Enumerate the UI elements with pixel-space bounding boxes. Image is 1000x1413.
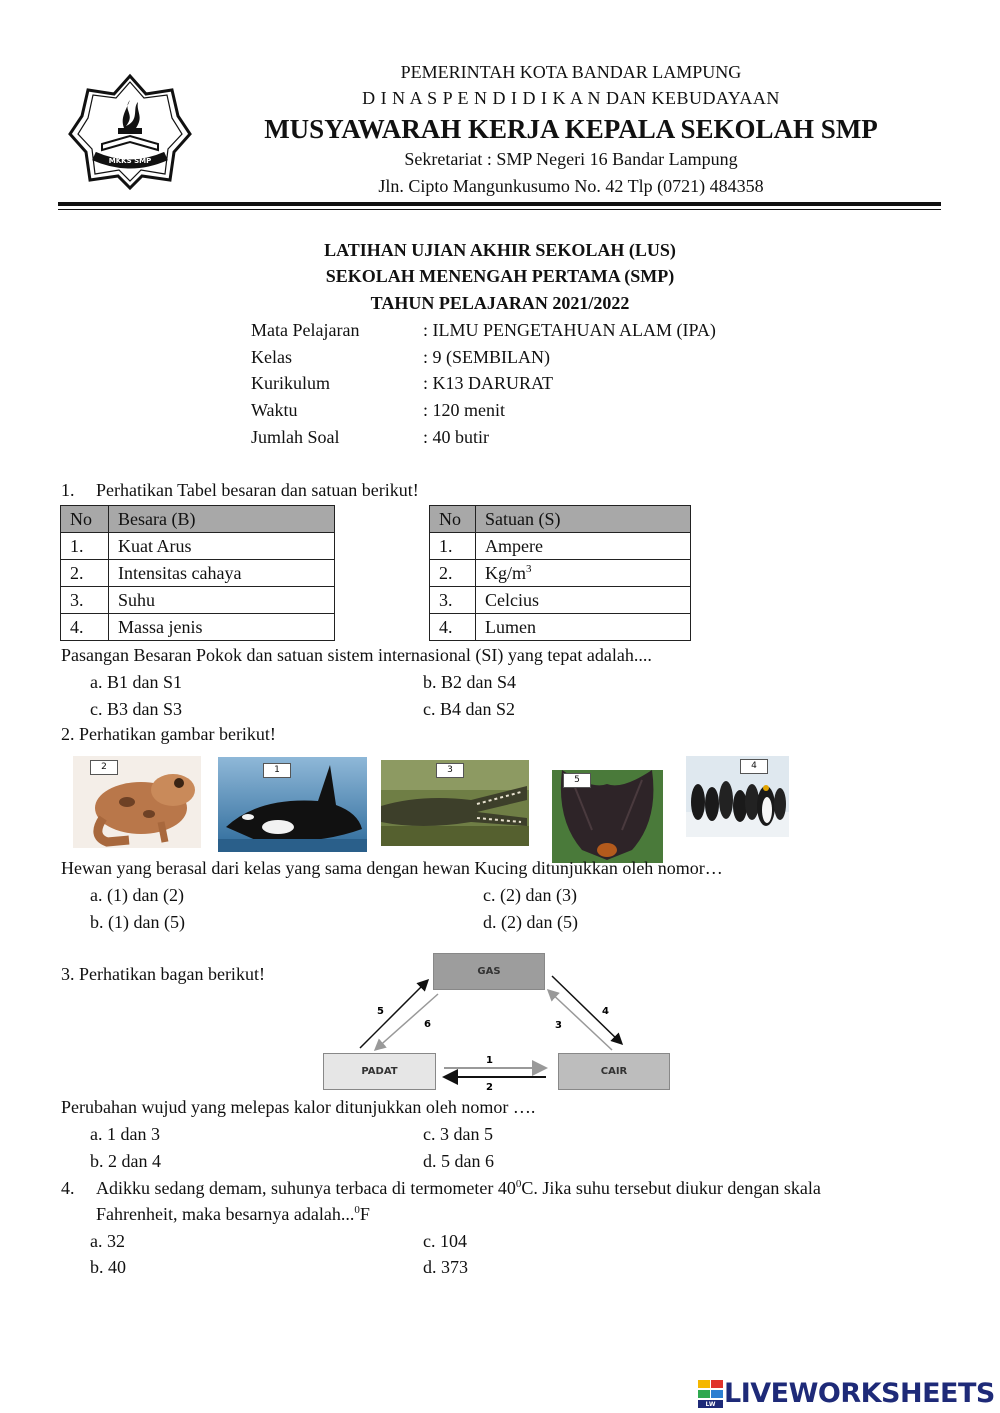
arrow-label: 3: [555, 1020, 562, 1031]
answer-option[interactable]: d. 5 dan 6: [423, 1151, 494, 1171]
meta-value: : K13 DARURAT: [423, 373, 554, 393]
crocodile-image: [381, 760, 529, 846]
meta-value: : 40 butir: [423, 427, 489, 447]
degree-superscript: 0: [354, 1204, 360, 1216]
answer-option[interactable]: c. 3 dan 5: [423, 1124, 493, 1144]
liveworksheets-brand[interactable]: [698, 1378, 995, 1409]
orca-image: [218, 757, 367, 852]
meta-label: Kurikulum: [251, 373, 330, 393]
question-number: 4.: [61, 1178, 75, 1198]
header-organization: MUSYAWARAH KERJA KEPALA SEKOLAH SMP: [264, 114, 878, 144]
table-cell: 4.: [61, 614, 109, 641]
answer-option[interactable]: c. B4 dan S2: [423, 699, 515, 719]
answer-option[interactable]: c. (2) dan (3): [483, 885, 577, 905]
answer-option[interactable]: c. B3 dan S3: [90, 699, 182, 719]
table-cell: 1.: [61, 533, 109, 560]
header-rule-thin: [58, 209, 941, 210]
question-text-part: Fahrenheit, maka besarnya adalah...: [96, 1204, 355, 1224]
state-liquid-box: CAIR: [558, 1053, 670, 1090]
question-text: 2. Perhatikan gambar berikut!: [61, 724, 276, 744]
answer-option[interactable]: d. (2) dan (5): [483, 912, 578, 932]
image-number-label: 2: [90, 760, 118, 775]
header-secretariat: Sekretariat : SMP Negeri 16 Bandar Lampung: [404, 149, 738, 169]
liveworksheets-text: LIVEWORKSHEETS: [724, 1378, 995, 1409]
table-cell: Intensitas cahaya: [109, 560, 335, 587]
question-text-part: Adikku sedang demam, suhunya terbaca di termometer 40: [96, 1178, 516, 1198]
table-header: Satuan (S): [476, 506, 691, 533]
exam-school-level: SEKOLAH MENENGAH PERTAMA (SMP): [325, 266, 675, 286]
logo-mark-text: LW: [705, 1400, 716, 1408]
question-prompt: Perubahan wujud yang melepas kalor ditunjukkan oleh nomor ….: [61, 1097, 536, 1117]
header-rule-thick: [58, 202, 941, 206]
meta-label: Jumlah Soal: [251, 427, 340, 447]
question-prompt: Hewan yang berasal dari kelas yang sama dengan hewan Kucing ditunjukkan oleh nomor…: [61, 858, 723, 878]
answer-option[interactable]: a. B1 dan S1: [90, 672, 182, 692]
meta-value: : ILMU PENGETAHUAN ALAM (IPA): [423, 320, 716, 340]
answer-option[interactable]: b. 2 dan 4: [90, 1151, 161, 1171]
image-number-label: 1: [263, 763, 291, 778]
table-cell: Celcius: [476, 587, 691, 614]
meta-label: Mata Pelajaran: [251, 320, 360, 340]
arrow-5: [360, 980, 428, 1048]
question-text-part: F: [359, 1204, 370, 1224]
question-prompt: Pasangan Besaran Pokok dan satuan sistem internasional (SI) yang tepat adalah....: [61, 645, 652, 665]
penguins-image: [686, 756, 789, 837]
bat-image: [552, 770, 663, 863]
arrow-label: 5: [377, 1006, 384, 1017]
degree-superscript: 0: [515, 1178, 522, 1190]
arrow-label: 4: [602, 1006, 609, 1017]
exam-title: LATIHAN UJIAN AKHIR SEKOLAH (LUS): [324, 240, 676, 260]
arrow-label: 1: [486, 1055, 493, 1066]
question-text: 3. Perhatikan bagan berikut!: [61, 964, 265, 984]
besaran-table: [60, 505, 335, 641]
satuan-table: [429, 505, 691, 641]
state-change-arrows: [320, 950, 670, 1095]
question-text-line2: [96, 1204, 370, 1225]
frog-image: [73, 756, 201, 848]
image-number-label: 5: [563, 773, 591, 788]
question-number: 1.: [61, 480, 75, 500]
meta-label: Kelas: [251, 347, 292, 367]
header-government: PEMERINTAH KOTA BANDAR LAMPUNG: [400, 62, 742, 82]
table-cell: Massa jenis: [109, 614, 335, 641]
table-cell: Lumen: [476, 614, 691, 641]
answer-option[interactable]: b. (1) dan (5): [90, 912, 185, 932]
header-department: D I N A S P E N D I D I K A N DAN KEBUDAYAAN: [362, 88, 780, 108]
answer-option[interactable]: a. 32: [90, 1231, 125, 1251]
state-gas-box: GAS: [433, 953, 545, 990]
answer-option[interactable]: a. (1) dan (2): [90, 885, 184, 905]
arrow-label: 2: [486, 1082, 493, 1093]
answer-option[interactable]: c. 104: [423, 1231, 467, 1251]
logo-text: MKKS SMP: [108, 157, 152, 165]
table-cell: [476, 560, 691, 587]
liveworksheets-logo-icon: [698, 1380, 724, 1408]
header-address: Jln. Cipto Mangunkusumo No. 42 Tlp (0721) 484358: [378, 176, 764, 196]
table-cell: Ampere: [476, 533, 691, 560]
table-cell: 1.: [430, 533, 476, 560]
table-cell: 2.: [61, 560, 109, 587]
arrow-label: 6: [424, 1019, 431, 1030]
answer-option[interactable]: b. 40: [90, 1257, 126, 1277]
table-header: No: [430, 506, 476, 533]
meta-value: : 9 (SEMBILAN): [423, 347, 550, 367]
answer-option[interactable]: d. 373: [423, 1257, 468, 1277]
arrow-4: [552, 976, 622, 1044]
state-solid-box: PADAT: [323, 1053, 436, 1090]
unit-superscript: 3: [526, 562, 532, 575]
table-header: No: [61, 506, 109, 533]
image-number-label: 4: [740, 759, 768, 774]
question-text: Perhatikan Tabel besaran dan satuan berikut!: [96, 480, 419, 500]
table-cell: 2.: [430, 560, 476, 587]
answer-option[interactable]: a. 1 dan 3: [90, 1124, 160, 1144]
meta-label: Waktu: [251, 400, 298, 420]
table-header: Besara (B): [109, 506, 335, 533]
meta-value: : 120 menit: [423, 400, 505, 420]
table-cell: 3.: [61, 587, 109, 614]
exam-year: TAHUN PELAJARAN 2021/2022: [370, 293, 630, 313]
table-cell: Kuat Arus: [109, 533, 335, 560]
answer-option[interactable]: b. B2 dan S4: [423, 672, 517, 692]
unit-text: Kg/m: [485, 562, 527, 583]
question-text: [96, 1178, 821, 1199]
table-cell: 3.: [430, 587, 476, 614]
table-cell: 4.: [430, 614, 476, 641]
question-text-part: C. Jika suhu tersebut diukur dengan skala: [521, 1178, 821, 1198]
image-number-label: 3: [436, 763, 464, 778]
table-cell: Suhu: [109, 587, 335, 614]
